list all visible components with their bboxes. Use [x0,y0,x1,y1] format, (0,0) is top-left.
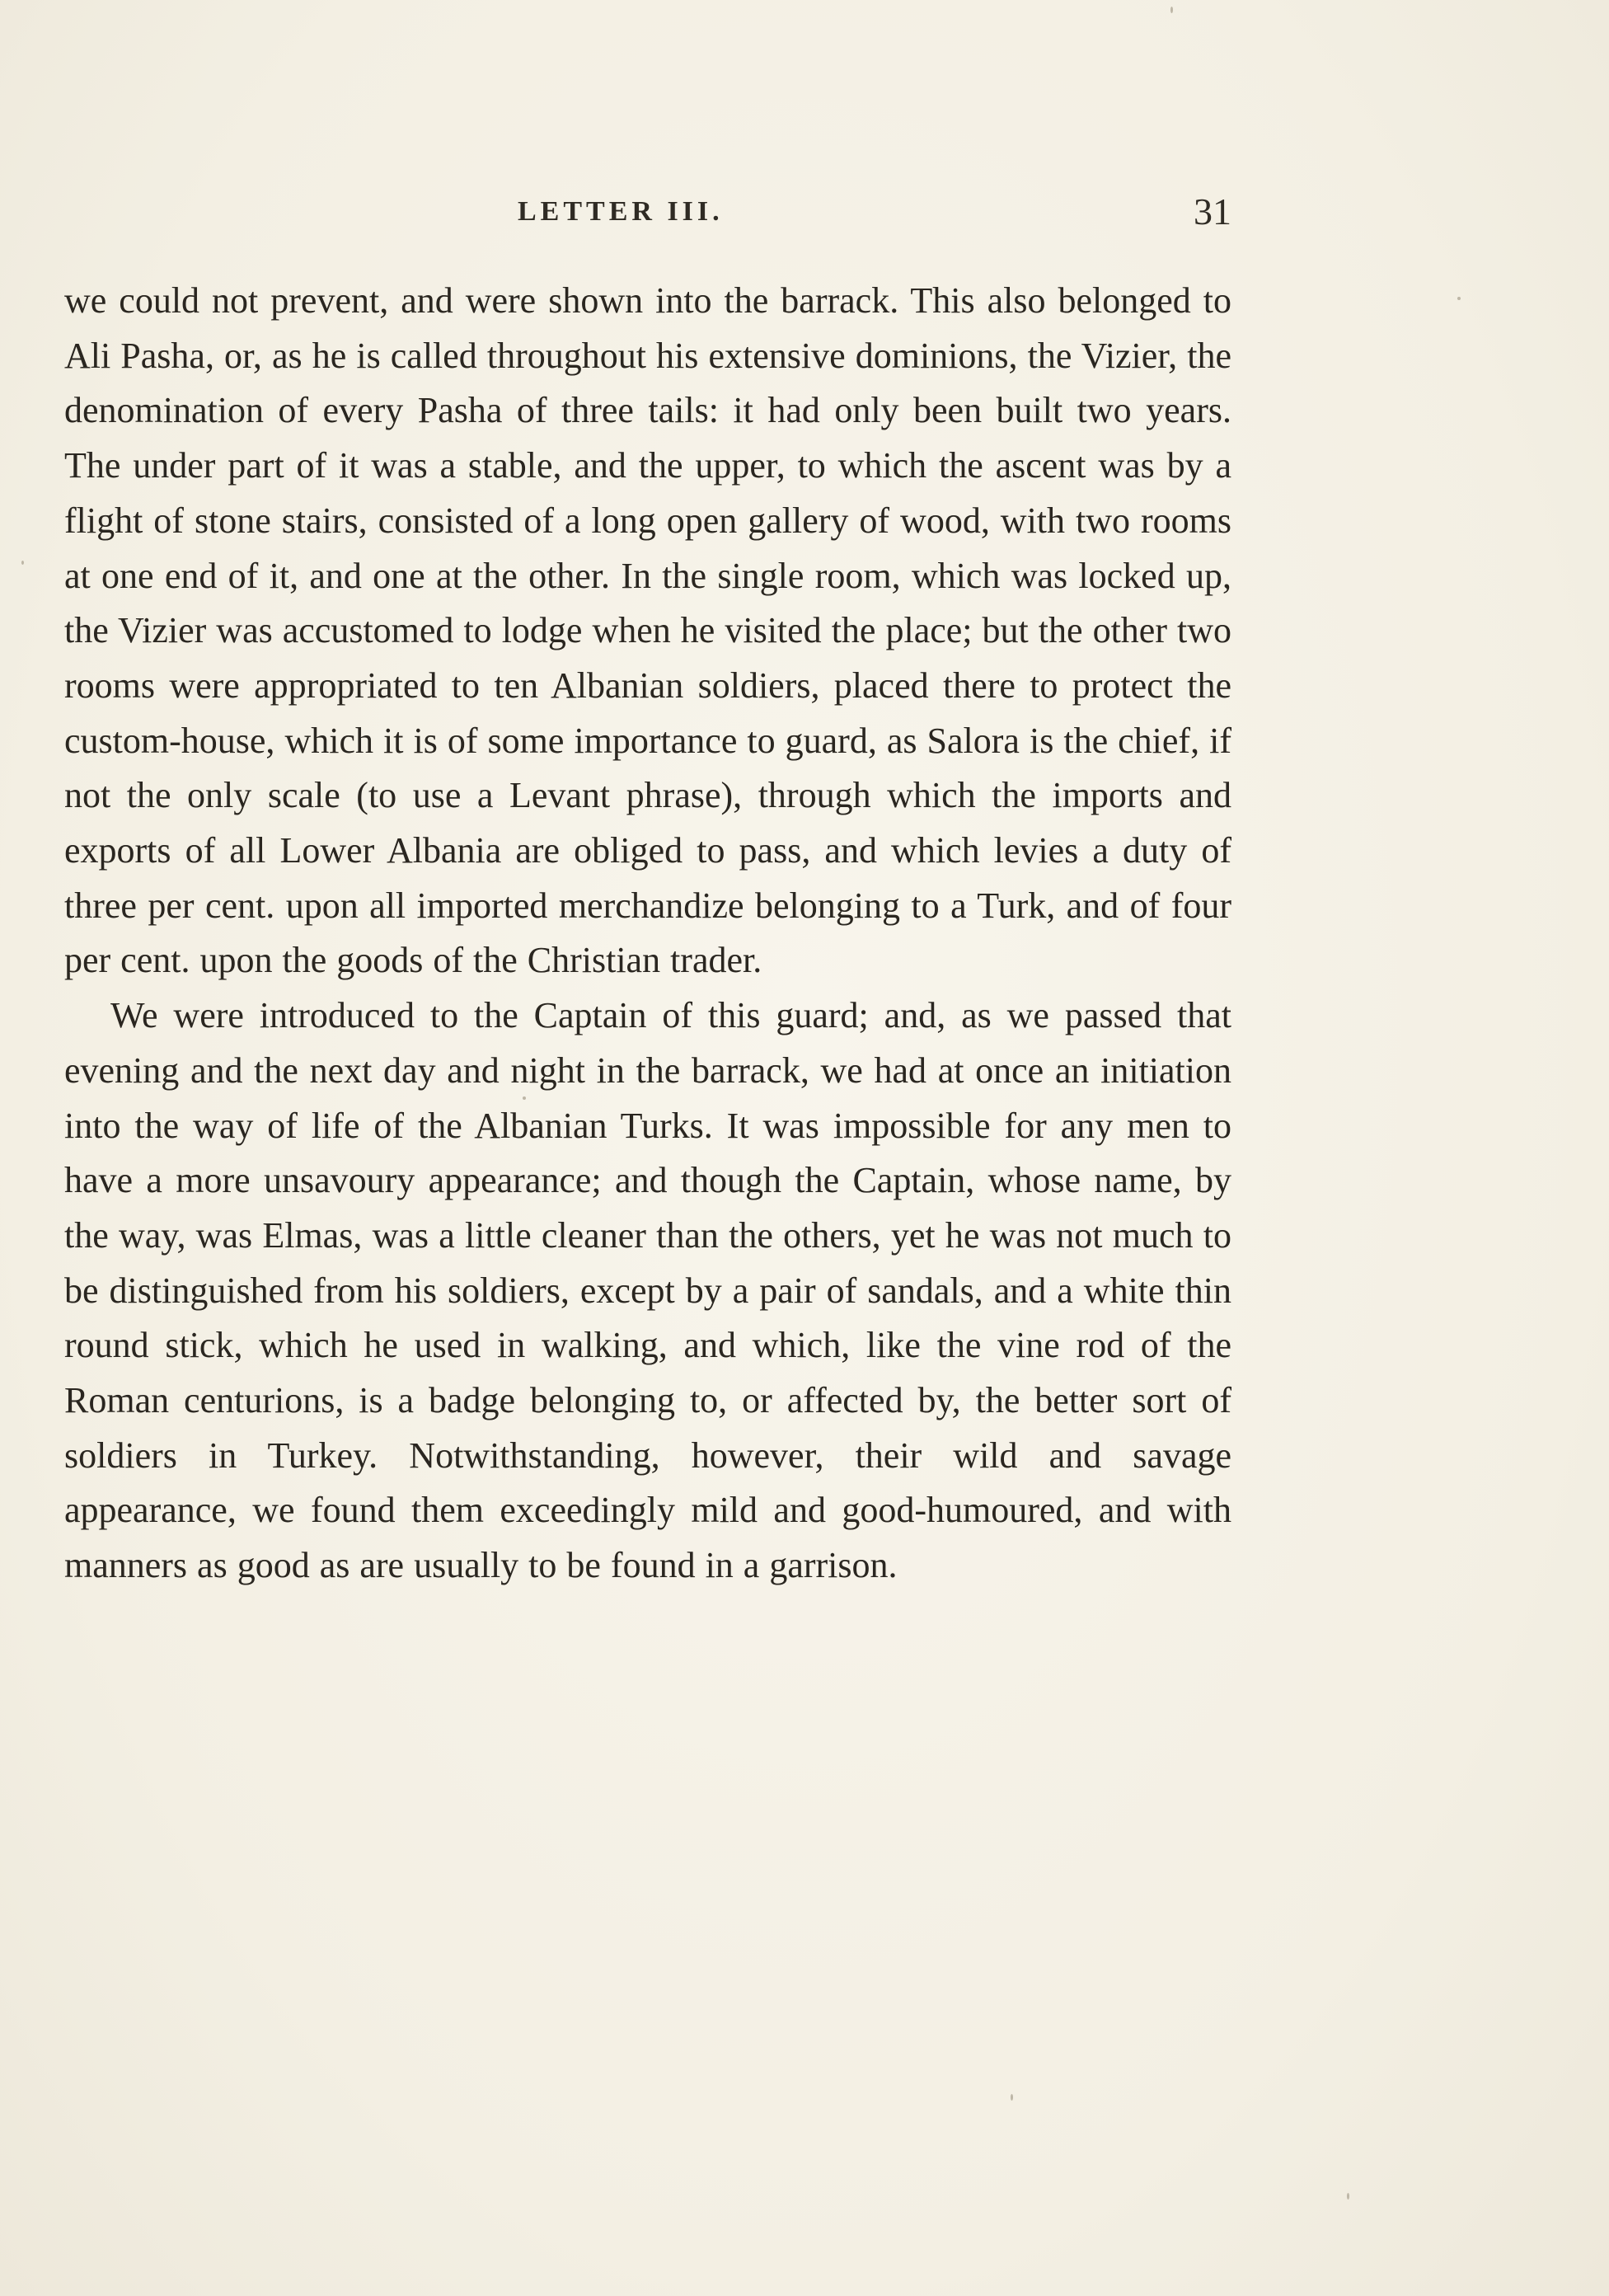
paper-speck [1457,297,1461,300]
paragraph-1: we could not prevent, and were shown into the barrack. This also belonged to Ali Pasha, or, as he is called throughout his extensive dominions, the Vizier, the denomination of every Pasha of three tails: it had only been built two years. The under part of it was a stable, and the upper, to which the ascent was by a flight of stone stairs, consisted of a long open gallery of wood, with two rooms at one end of it, and one at the other. In the single room, which was locked up, the Vizier was accustomed to lodge when he visited the place; but the other two rooms were appropriated to ten Albanian soldiers, placed there to protect the custom-house, which it is of some importance to guard, as Salora is the chief, if not the only scale (to use a Levant phrase), through which the imports and exports of all Lower Albania are obliged to pass, and which levies a duty of three per cent. upon all imported merchandize belonging to a Turk, and of four per cent. upon the goods of the Christian trader. [64,280,1231,981]
paper-speck [1170,7,1173,13]
paper-speck [21,561,24,565]
paper-speck [1011,2094,1013,2101]
page-header [64,190,1231,239]
paper-speck [1347,2193,1349,2200]
running-head-title: LETTER III. [518,196,724,227]
body-text [64,274,1231,1594]
paragraph-2: We were introduced to the Captain of this guard; and, as we passed that evening and the next day and night in the barrack, we had at once an initiation into the way of life of the Albanian Turks. It was impossible for any men to have a more unsavoury appearance; and though the Captain, whose name, by the way, was Elmas, was a little cleaner than the others, yet he was not much to be distinguished from his soldiers, except by a pair of sandals, and a white thin round stick, which he used in walking, and which, like the vine rod of the Roman centurions, is a badge belonging to, or affected by, the better sort of soldiers in Turkey. Notwithstanding, however, their wild and savage appearance, we found them exceedingly mild and good-humoured, and with manners as good as are usually to be found in a garrison. [64,995,1231,1586]
page-number: 31 [1194,190,1231,232]
paper-speck [523,1096,526,1100]
